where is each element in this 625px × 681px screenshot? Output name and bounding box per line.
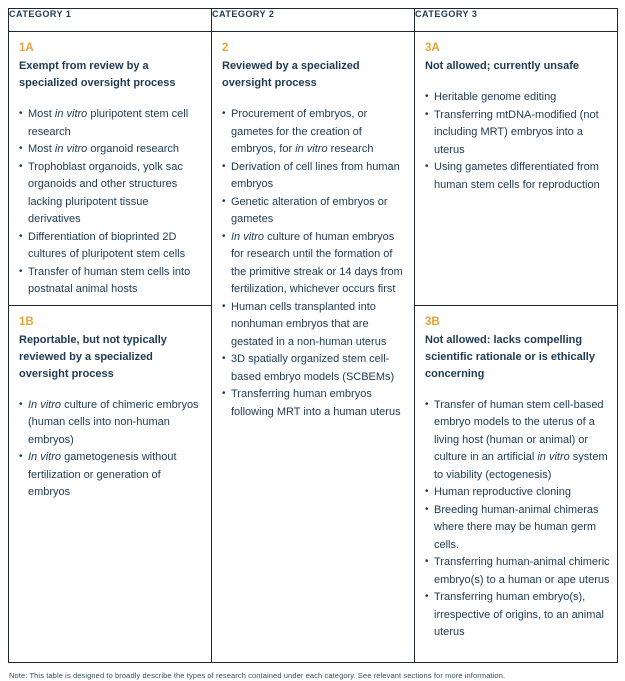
bullet-item: • Procurement of embryos, or gametes for the creation of embryos, for in vitro research — [222, 106, 407, 159]
cell-3b — [415, 305, 618, 662]
section-title-2: Reviewed by a specialized oversight process — [222, 60, 360, 89]
bullet-item: • Transferring mtDNA-modified (not including MRT) embryos into a uterus — [425, 107, 610, 160]
bullet-item: • In vitro culture of human embryos for research until the formation of the primitive streak or 14 days from fertilization, whichever occurs first — [222, 229, 407, 299]
section-title-1a: Exempt from review by a specialized oversight process — [19, 60, 176, 89]
table-footnote: Note: This table is designed to broadly describe the types of research contained under each category. See relevant sections for more information. — [9, 670, 506, 680]
bullet-item: • Trophoblast organoids, yolk sac organoids and other structures lacking pluripotent tissue derivatives — [19, 159, 204, 229]
bullet-item: • Human reproductive cloning — [425, 484, 610, 502]
bullet-item: • Transfer of human stem cell-based embryo models to the uterus of a living host (human or animal) or culture in an artificial in vitro system to viability (ectogenesis) — [425, 397, 610, 485]
bullet-item: • Differentiation of bioprinted 2D cultures of pluripotent stem cells — [19, 229, 204, 264]
bullet-list-3b — [425, 397, 610, 642]
table-header-row — [9, 9, 618, 32]
bullet-item: • Transferring human-animal chimeric embryo(s) to a human or ape uterus — [425, 554, 610, 589]
cell-2 — [212, 32, 415, 663]
bullet-item: • Derivation of cell lines from human embryos — [222, 159, 407, 194]
section-label-1b: 1B — [19, 315, 34, 328]
bullet-item: • In vitro culture of chimeric embryos (human cells into non-human embryos) — [19, 397, 204, 450]
bullet-item: • Heritable genome editing — [425, 89, 610, 107]
bullet-item: • Using gametes differentiated from human stem cells for reproduction — [425, 159, 610, 194]
bullet-item: • Most in vitro organoid research — [19, 141, 204, 159]
cell-1a — [9, 32, 212, 306]
categories-table — [8, 8, 618, 663]
bullet-item: • Transferring human embryos following MRT into a human uterus — [222, 386, 407, 421]
section-title-1b: Reportable, but not typically reviewed by a specialized oversight process — [19, 333, 167, 380]
bullet-item: • 3D spatially organized stem cell-based embryo models (SCBEMs) — [222, 351, 407, 386]
bullet-item: • Most in vitro pluripotent stem cell research — [19, 106, 204, 141]
bullet-item: • Transfer of human stem cells into postnatal animal hosts — [19, 264, 204, 299]
section-label-2: 2 — [222, 42, 229, 54]
bullet-item: • Transferring human embryo(s), irrespective of origins, to an animal uterus — [425, 589, 610, 642]
bullet-item: • Human cells transplanted into nonhuman embryos that are gestated in a non-human uterus — [222, 299, 407, 352]
bullet-list-2 — [222, 106, 407, 421]
cell-3a — [415, 32, 618, 306]
section-label-3b: 3B — [425, 315, 440, 328]
section-label-3a: 3A — [425, 42, 440, 54]
column-header-category-1: CATEGORY 1 — [9, 9, 212, 32]
column-header-category-2: CATEGORY 2 — [212, 9, 415, 32]
bullet-list-3a — [425, 89, 610, 194]
bullet-item: • In vitro gametogenesis without fertilization or generation of embryos — [19, 449, 204, 502]
bullet-list-1b — [19, 397, 204, 502]
section-label-1a: 1A — [19, 42, 34, 54]
section-title-3a: Not allowed; currently unsafe — [425, 60, 580, 72]
column-header-category-3: CATEGORY 3 — [415, 9, 618, 32]
bullet-item: • Breeding human-animal chimeras where there may be human germ cells. — [425, 502, 610, 555]
bullet-list-1a — [19, 106, 204, 299]
bullet-item: • Genetic alteration of embryos or gametes — [222, 194, 407, 229]
section-title-3b: Not allowed: lacks compelling scientific rationale or is ethically concerning — [425, 333, 595, 380]
cell-1b — [9, 305, 212, 662]
